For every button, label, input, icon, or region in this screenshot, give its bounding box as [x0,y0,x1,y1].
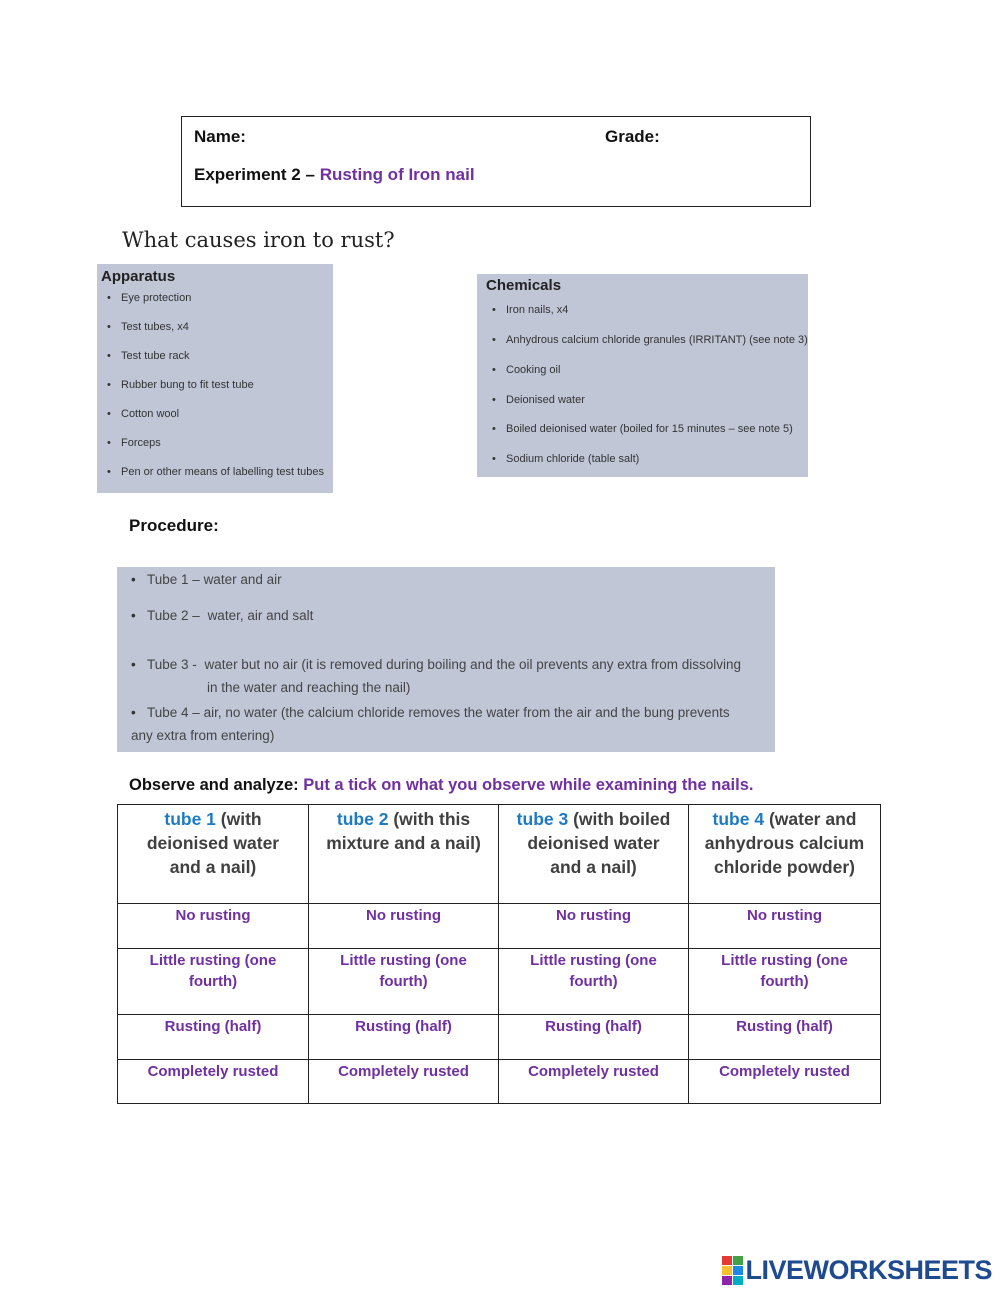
logo-blocks-icon [722,1256,743,1285]
logo-block [733,1266,743,1275]
tube-desc: deionised water [527,833,660,853]
procedure-text: water, air and salt [207,608,314,623]
option-label: Rusting (half) [355,1018,452,1035]
name-label: Name: [194,127,246,146]
experiment-title [194,165,475,185]
procedure-text: water but no air (it is removed during boiling and the oil prevents any extra from dissolving [204,657,742,672]
procedure-text-cont: any extra from entering) [131,728,275,743]
option-label: Completely rusted [338,1063,469,1080]
procedure-item [131,604,313,627]
chemical-item: • Cooking oil [486,364,808,394]
option-label: Completely rusted [147,1063,279,1080]
tube-desc: and a nail) [550,857,637,877]
procedure-prefix: Tube 3 - [147,657,197,672]
option-cell[interactable] [118,904,309,949]
header-cell-tube-4 [689,805,881,904]
option-cell[interactable] [499,1060,689,1104]
tube-label: tube 4 [712,809,765,829]
tube-label: tube 1 [164,809,216,829]
chemical-item: • Anhydrous calcium chloride granules (IRRITANT) (see note 3) [486,334,808,364]
question-heading: What causes iron to rust? [122,228,395,252]
tube-desc: (with [220,809,262,829]
logo-block [722,1266,732,1275]
option-label: No rusting [366,907,441,924]
option-label-cont: fourth) [569,973,618,990]
header-cell-tube-2 [309,805,499,904]
procedure-text: air, no water (the calcium chloride removes the water from the air and the bung prevents [203,705,730,720]
procedure-panel [117,567,775,752]
student-info-box [181,116,811,207]
procedure-item [131,653,741,699]
observe-label: Observe and analyze: [129,776,299,794]
option-cell[interactable] [118,1060,309,1104]
tube-label: tube 3 [516,809,569,829]
procedure-prefix: Tube 2 – [147,608,200,623]
apparatus-item: • Test tubes, x4 [101,321,333,350]
header-cell-tube-1 [118,805,309,904]
option-label-cont: fourth) [379,973,428,990]
option-cell[interactable] [689,1060,881,1104]
liveworksheets-logo [722,1255,992,1285]
option-label: No rusting [175,907,251,924]
tube-desc: (with this [393,809,471,829]
option-label-cont: fourth) [760,973,809,990]
tube-desc: (with boiled [573,809,671,829]
tube-label: tube 2 [336,809,389,829]
procedure-label: Procedure: [129,516,219,535]
experiment-prefix: Experiment 2 – [194,165,315,184]
tube-desc: chloride powder) [714,857,855,877]
procedure-prefix: Tube 4 – [147,705,200,720]
table-header-row [118,805,881,904]
option-cell[interactable] [309,1015,499,1060]
apparatus-item: • Rubber bung to fit test tube [101,379,333,408]
apparatus-title: Apparatus [101,268,176,285]
procedure-item [131,568,282,591]
option-cell[interactable] [499,904,689,949]
experiment-name: Rusting of Iron nail [319,165,475,184]
chemicals-title: Chemicals [486,277,562,294]
logo-block [733,1256,743,1265]
chemical-item: • Iron nails, x4 [486,304,808,334]
table-row [118,904,881,949]
apparatus-item: • Cotton wool [101,408,333,437]
procedure-text: water and air [203,572,282,587]
table-row [118,1060,881,1104]
procedure-item [131,701,730,747]
logo-text: LIVEWORKSHEETS [745,1254,992,1285]
logo-block [733,1276,743,1285]
grade-label: Grade: [605,127,660,146]
option-label: Little rusting (one [149,952,277,969]
header-cell-tube-3 [499,805,689,904]
chemical-item: • Deionised water [486,394,808,423]
logo-block [722,1256,732,1265]
tube-desc: deionised water [146,833,280,853]
option-label: Little rusting (one [340,952,467,969]
option-cell[interactable] [118,1015,309,1060]
option-cell[interactable] [309,904,499,949]
option-label: Rusting (half) [545,1018,642,1035]
option-label: Completely rusted [528,1063,659,1080]
option-label-cont: fourth) [188,973,238,990]
tube-desc: mixture and a nail) [326,833,481,853]
table-row [118,1015,881,1060]
procedure-prefix: Tube 1 – [147,572,200,587]
option-label: Little rusting (one [721,952,848,969]
tube-desc: anhydrous calcium [704,833,865,853]
observe-text: Put a tick on what you observe while examining the nails. [303,776,754,794]
logo-block [722,1276,732,1285]
chemical-item: • Boiled deionised water (boiled for 15 minutes – see note 5) [486,423,808,453]
apparatus-item: • Forceps [101,437,333,466]
option-cell[interactable] [309,949,499,1015]
option-cell[interactable] [309,1060,499,1104]
apparatus-list [101,292,333,484]
apparatus-item: • Pen or other means of labelling test tubes [101,466,333,484]
apparatus-item: • Test tube rack [101,350,333,379]
tube-desc: and a nail) [169,857,257,877]
option-label: Rusting (half) [736,1018,833,1035]
chemicals-panel [477,274,808,477]
option-cell[interactable] [689,904,881,949]
chemical-item: • Sodium chloride (table salt) [486,453,808,471]
apparatus-panel [97,264,333,493]
option-label: Rusting (half) [164,1018,262,1035]
option-label: Little rusting (one [530,952,657,969]
option-cell[interactable] [689,1015,881,1060]
procedure-text-cont: in the water and reaching the nail) [207,680,411,695]
observation-table [117,804,881,1104]
option-label: No rusting [747,907,822,924]
chemicals-list [486,304,808,471]
option-label: No rusting [556,907,631,924]
table-row [118,949,881,1015]
tube-desc: (water and [768,809,857,829]
option-label: Completely rusted [719,1063,850,1080]
observe-instruction [129,776,753,795]
apparatus-item: • Eye protection [101,292,333,321]
option-cell[interactable] [499,1015,689,1060]
option-cell[interactable] [499,949,689,1015]
option-cell[interactable] [118,949,309,1015]
option-cell[interactable] [689,949,881,1015]
